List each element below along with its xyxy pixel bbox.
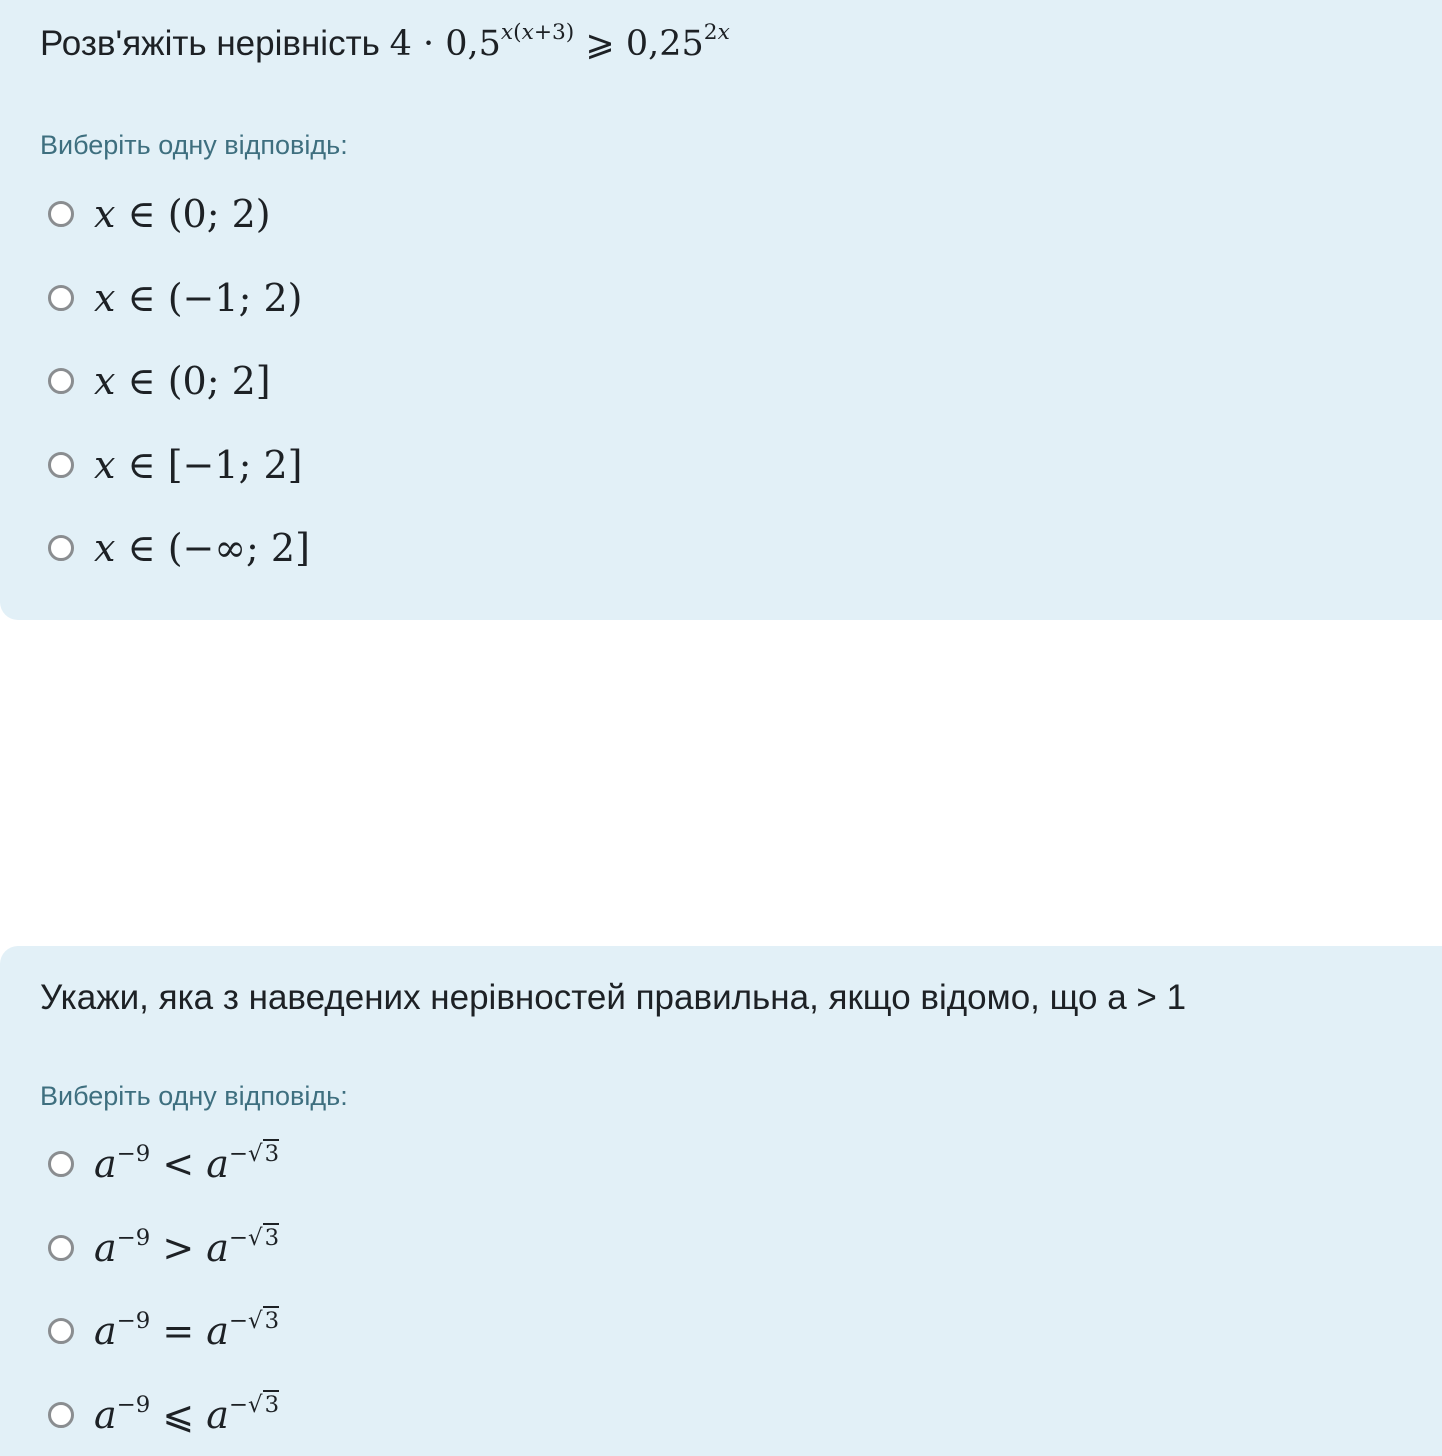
question-1-prefix: Розв'яжіть нерівність [40, 24, 390, 63]
q2-option-4[interactable] [48, 1389, 279, 1441]
radio-button[interactable] [48, 1402, 74, 1428]
question-2-text: Укажи, яка з наведених нерівностей правильна, якщо відомо, що а > 1 [40, 978, 1187, 1017]
option-label: $a^{-9} > a^{-√3}$ [94, 1225, 280, 1270]
radio-button[interactable] [48, 285, 74, 311]
question-1-prompt: Виберіть одну відповідь: [40, 130, 348, 160]
option-label: $a^{-9}$ ⩽ $a^{-√3}$ [94, 1392, 280, 1437]
q1-option-3[interactable] [48, 355, 271, 407]
q1-option-4[interactable] [48, 439, 302, 491]
radio-button[interactable] [48, 535, 74, 561]
option-label: x ∈ (0; 2) [94, 192, 271, 236]
question-card-2 [0, 946, 1442, 1456]
question-1-text [40, 19, 730, 71]
radio-button[interactable] [48, 1151, 74, 1177]
radio-button[interactable] [48, 1235, 74, 1261]
question-2-prompt: Виберіть одну відповідь: [40, 1081, 348, 1111]
q1-option-5[interactable] [48, 522, 310, 574]
option-label: $a^{-9} = a^{-√3}$ [94, 1308, 280, 1353]
option-label: x ∈ [−1; 2] [94, 443, 303, 487]
radio-button[interactable] [48, 1318, 74, 1344]
q2-option-3[interactable] [48, 1305, 279, 1357]
option-label: x ∈ (0; 2] [94, 359, 271, 403]
radio-button[interactable] [48, 452, 74, 478]
q2-option-2[interactable] [48, 1222, 279, 1274]
option-label: x ∈ (−1; 2) [94, 276, 303, 320]
q1-option-2[interactable] [48, 272, 302, 324]
question-1-formula: $4 \cdot 0,5^{x(x+3)}$ ⩾ $0,25^{2x}$ [389, 19, 730, 64]
q1-option-1[interactable] [48, 188, 271, 240]
option-label: $a^{-9} < a^{-√3}$ [94, 1141, 280, 1186]
option-label: x ∈ (−∞; 2] [94, 526, 310, 570]
radio-button[interactable] [48, 368, 74, 394]
q2-option-1[interactable] [48, 1138, 279, 1190]
radio-button[interactable] [48, 201, 74, 227]
